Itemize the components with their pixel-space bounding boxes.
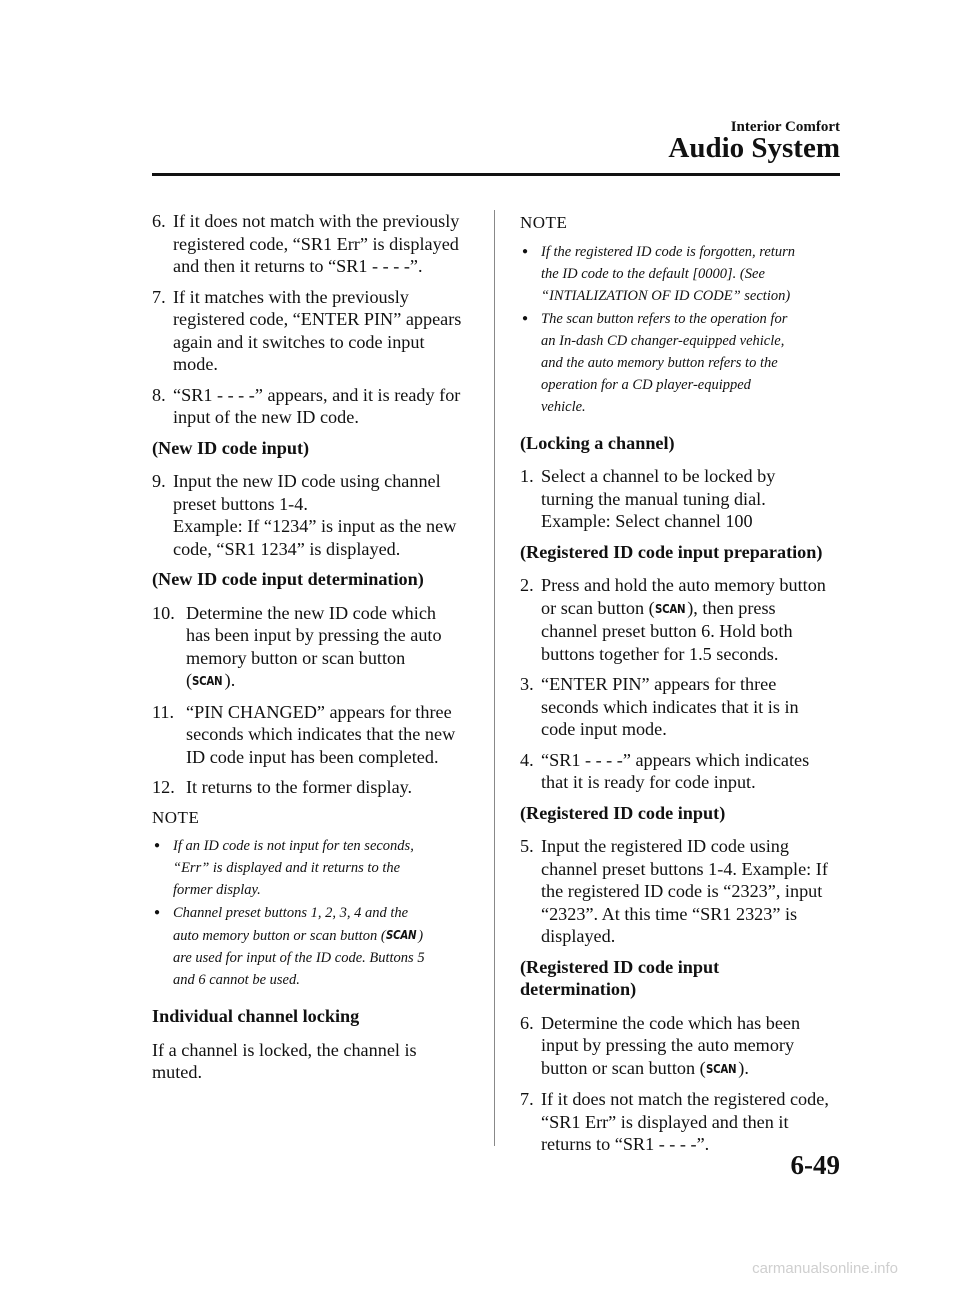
right-column <box>520 210 842 1164</box>
list-item: 1. Select a channel to be locked by turning the manual tuning dial. Example: Select channel 100 <box>520 466 776 531</box>
page-title: Audio System <box>668 132 840 164</box>
section-heading: (New ID code input determination) <box>152 569 424 589</box>
bullet-icon: ● <box>154 840 161 851</box>
note-item: ● Channel preset buttons 1, 2, 3, 4 and the auto memory button or scan button (SCAN ) are used for input of the ID code. Buttons 5 and 6 cannot be used. <box>152 902 472 991</box>
section-heading: (Registered ID code input preparation) <box>520 541 823 562</box>
section-name: Interior Comfort <box>730 119 840 135</box>
note-label: NOTE <box>152 807 200 827</box>
list-item: 10. Determine the new ID code which has been input by pressing the auto memory button or scan button (SCAN ). <box>152 602 472 693</box>
list-item: 5. Input the registered ID code using channel preset buttons 1-4. Example: If the registered ID code is “2323”, input “2323”. At this time “SR1 2323” is displayed. <box>520 836 828 946</box>
header-rule <box>152 173 840 176</box>
left-column <box>152 210 472 1090</box>
section-heading: Individual channel locking <box>152 1006 360 1026</box>
note-item: ● If the registered ID code is forgotten, return the ID code to the default [0000]. (See “INTIALIZATION OF ID CODE” section) <box>520 241 842 307</box>
paragraph: If a channel is locked, the channel is muted. <box>152 1039 417 1082</box>
list-item: 4. “SR1 - - - -” appears which indicates that it is ready for code input. <box>520 749 810 792</box>
section-heading: (Registered ID code input determination) <box>520 956 720 999</box>
scan-button-icon: SCAN <box>385 928 416 942</box>
scan-button-icon: SCAN <box>654 601 685 616</box>
bullet-icon: ● <box>522 312 529 324</box>
bullet-icon: ● <box>154 907 161 918</box>
list-item: 7. If it does not match the registered code, “SR1 Err” is displayed and then it returns to “SR1 - - - -”. <box>520 1089 829 1154</box>
section-heading: (Locking a channel) <box>520 432 675 453</box>
section-heading: (New ID code input) <box>152 437 310 458</box>
list-item: 2. Press and hold the auto memory button or scan button (SCAN ), then press channel preset button 6. Hold both buttons together for 1.5 seconds. <box>520 575 826 664</box>
list-item: 3. “ENTER PIN” appears for three seconds which indicates that it is in code input mode. <box>520 674 799 739</box>
list-item: 7. If it matches with the previously registered code, “ENTER PIN” appears again and it switches to code input mode. <box>152 286 462 374</box>
note-list <box>152 835 472 991</box>
list-item: 6. If it does not match with the previously registered code, “SR1 Err” is displayed and then it returns to “SR1 - - - -”. <box>152 211 460 276</box>
note-item: ● The scan button refers to the operation for an In-dash CD changer-equipped vehicle, and the auto memory button refers to the operation for a CD player-equipped vehicle. <box>520 308 842 418</box>
bullet-icon: ● <box>522 245 529 257</box>
note-item: ● If an ID code is not input for ten seconds, “Err” is displayed and it returns to the former display. <box>152 835 472 901</box>
list-item: 11. “PIN CHANGED” appears for three seconds which indicates that the new ID code input has been completed. <box>152 701 456 767</box>
column-divider <box>494 210 495 1146</box>
note-list <box>520 241 842 418</box>
section-heading: (Registered ID code input) <box>520 802 726 823</box>
scan-button-icon: SCAN <box>192 674 223 688</box>
list-item: 8. “SR1 - - - -” appears, and it is ready for input of the new ID code. <box>152 384 461 427</box>
list-item: 9. Input the new ID code using channel preset buttons 1-4. Example: If “1234” is input as the new code, “SR1 1234” is displayed. <box>152 471 457 559</box>
page-number: 6-49 <box>790 1150 840 1180</box>
note-label: NOTE <box>520 213 568 232</box>
watermark: carmanualsonline.info <box>752 1260 898 1277</box>
list-item: 6. Determine the code which has been input by pressing the auto memory button or scan button (SCAN ). <box>520 1012 842 1081</box>
list-item: 12. It returns to the former display. <box>152 777 413 797</box>
scan-button-icon: SCAN <box>705 1061 736 1076</box>
